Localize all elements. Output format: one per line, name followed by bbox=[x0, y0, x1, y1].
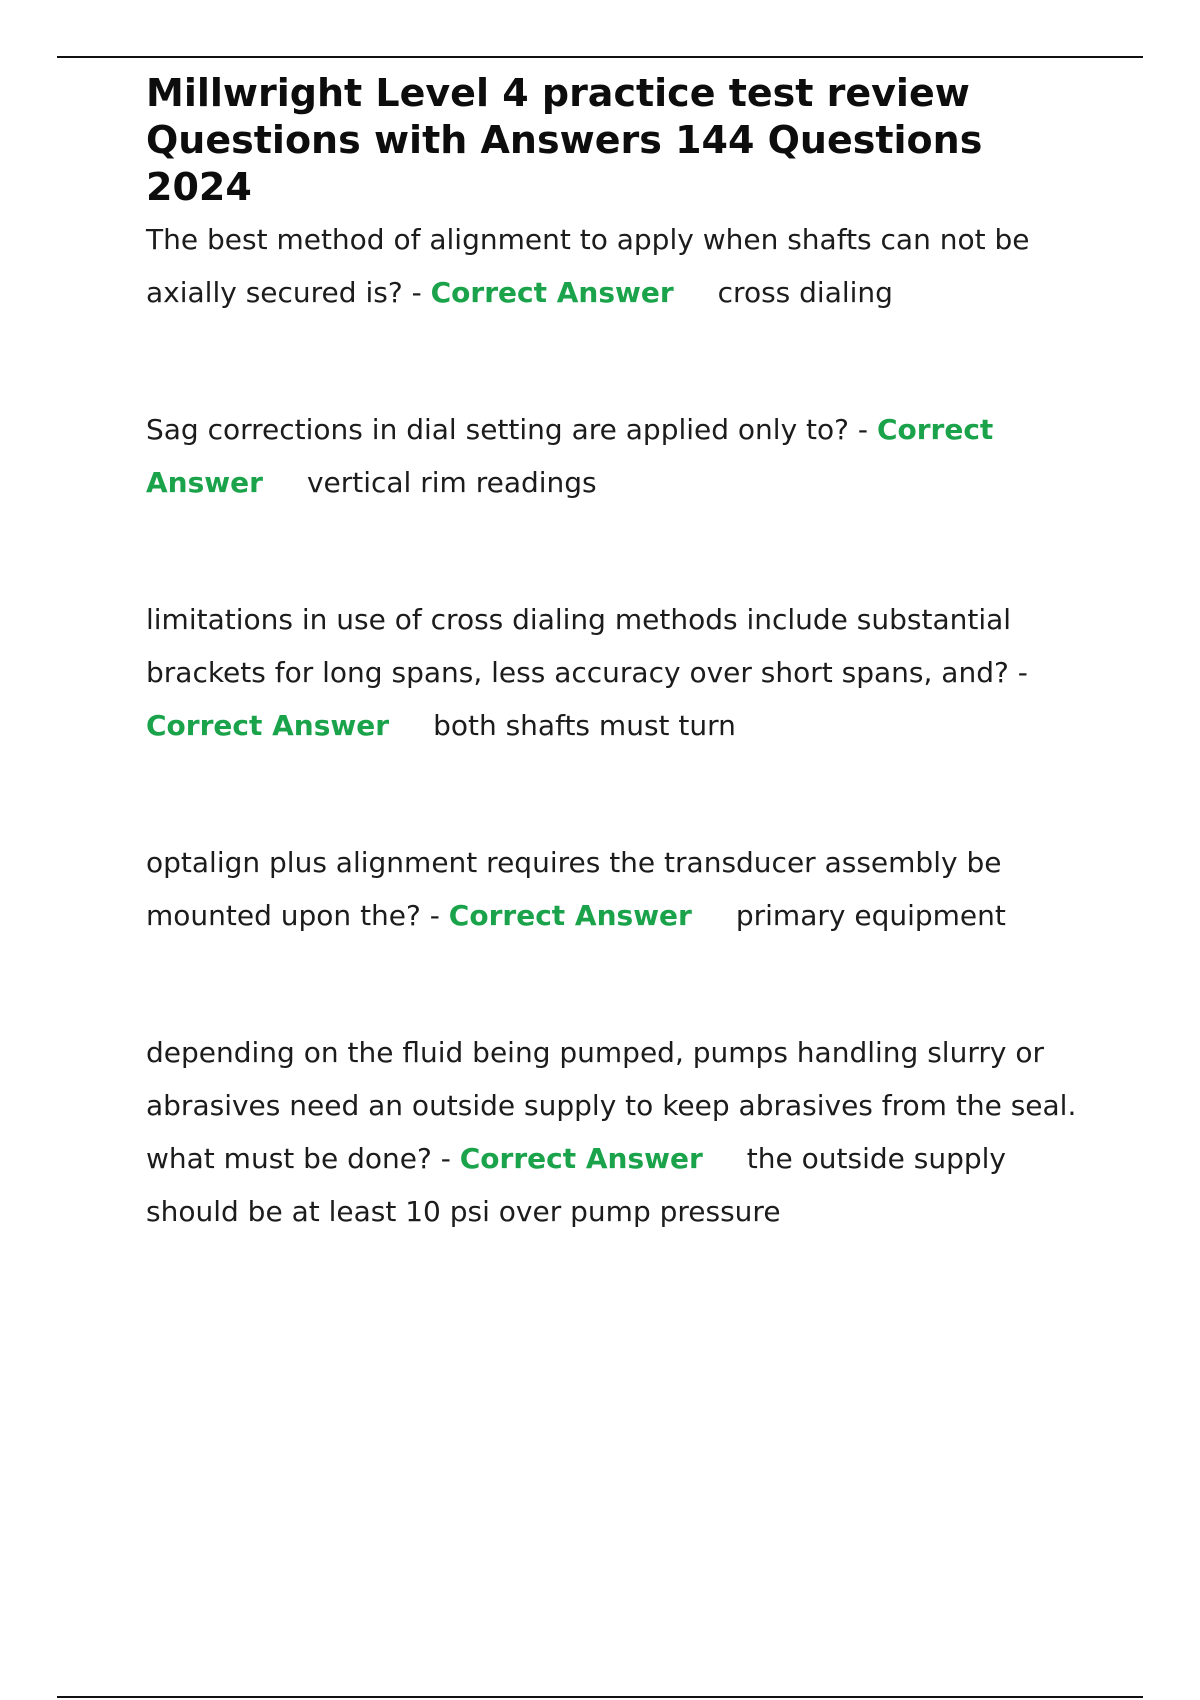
qa-item bbox=[146, 213, 1096, 319]
correct-answer-label: Correct Answer bbox=[459, 1142, 703, 1175]
qa-item bbox=[146, 593, 1096, 752]
document-body bbox=[146, 70, 1096, 1322]
question-text: Sag corrections in dial setting are applied only to? bbox=[146, 413, 850, 446]
question-text: depending on the fluid being pumped, pumps handling slurry or abrasives need an outside supply to keep abrasives from the seal. what must be done? bbox=[146, 1036, 1077, 1175]
qa-list bbox=[146, 213, 1096, 1238]
separator: - bbox=[849, 413, 877, 446]
correct-answer-label: Correct Answer bbox=[146, 709, 390, 742]
question-text: optalign plus alignment requires the transducer assembly be mounted upon the? bbox=[146, 846, 1002, 932]
qa-item bbox=[146, 1026, 1096, 1238]
question-text: The best method of alignment to apply when shafts can not be axially secured is? bbox=[146, 223, 1030, 309]
answer-text: vertical rim readings bbox=[306, 466, 597, 499]
qa-item bbox=[146, 836, 1096, 942]
separator: - bbox=[1008, 656, 1028, 689]
separator: - bbox=[402, 276, 431, 309]
separator: - bbox=[420, 899, 449, 932]
qa-item bbox=[146, 403, 1096, 509]
answer-text: primary equipment bbox=[735, 899, 1006, 932]
separator: - bbox=[431, 1142, 460, 1175]
question-text: limitations in use of cross dialing methods include substantial brackets for long spans, less accuracy over short spans, and? bbox=[146, 603, 1012, 689]
correct-answer-label: Correct Answer bbox=[430, 276, 674, 309]
document-title: Millwright Level 4 practice test review Questions with Answers 144 Questions 2024 bbox=[146, 71, 983, 209]
answer-text: cross dialing bbox=[717, 276, 893, 309]
correct-answer-label: Correct Answer bbox=[448, 899, 692, 932]
top-rule bbox=[57, 56, 1143, 58]
correct-answer-label: Correct Answer bbox=[146, 413, 994, 499]
bottom-rule bbox=[57, 1696, 1143, 1698]
answer-text: both shafts must turn bbox=[433, 709, 736, 742]
answer-text: the outside supply should be at least 10 psi over pump pressure bbox=[146, 1142, 1006, 1228]
